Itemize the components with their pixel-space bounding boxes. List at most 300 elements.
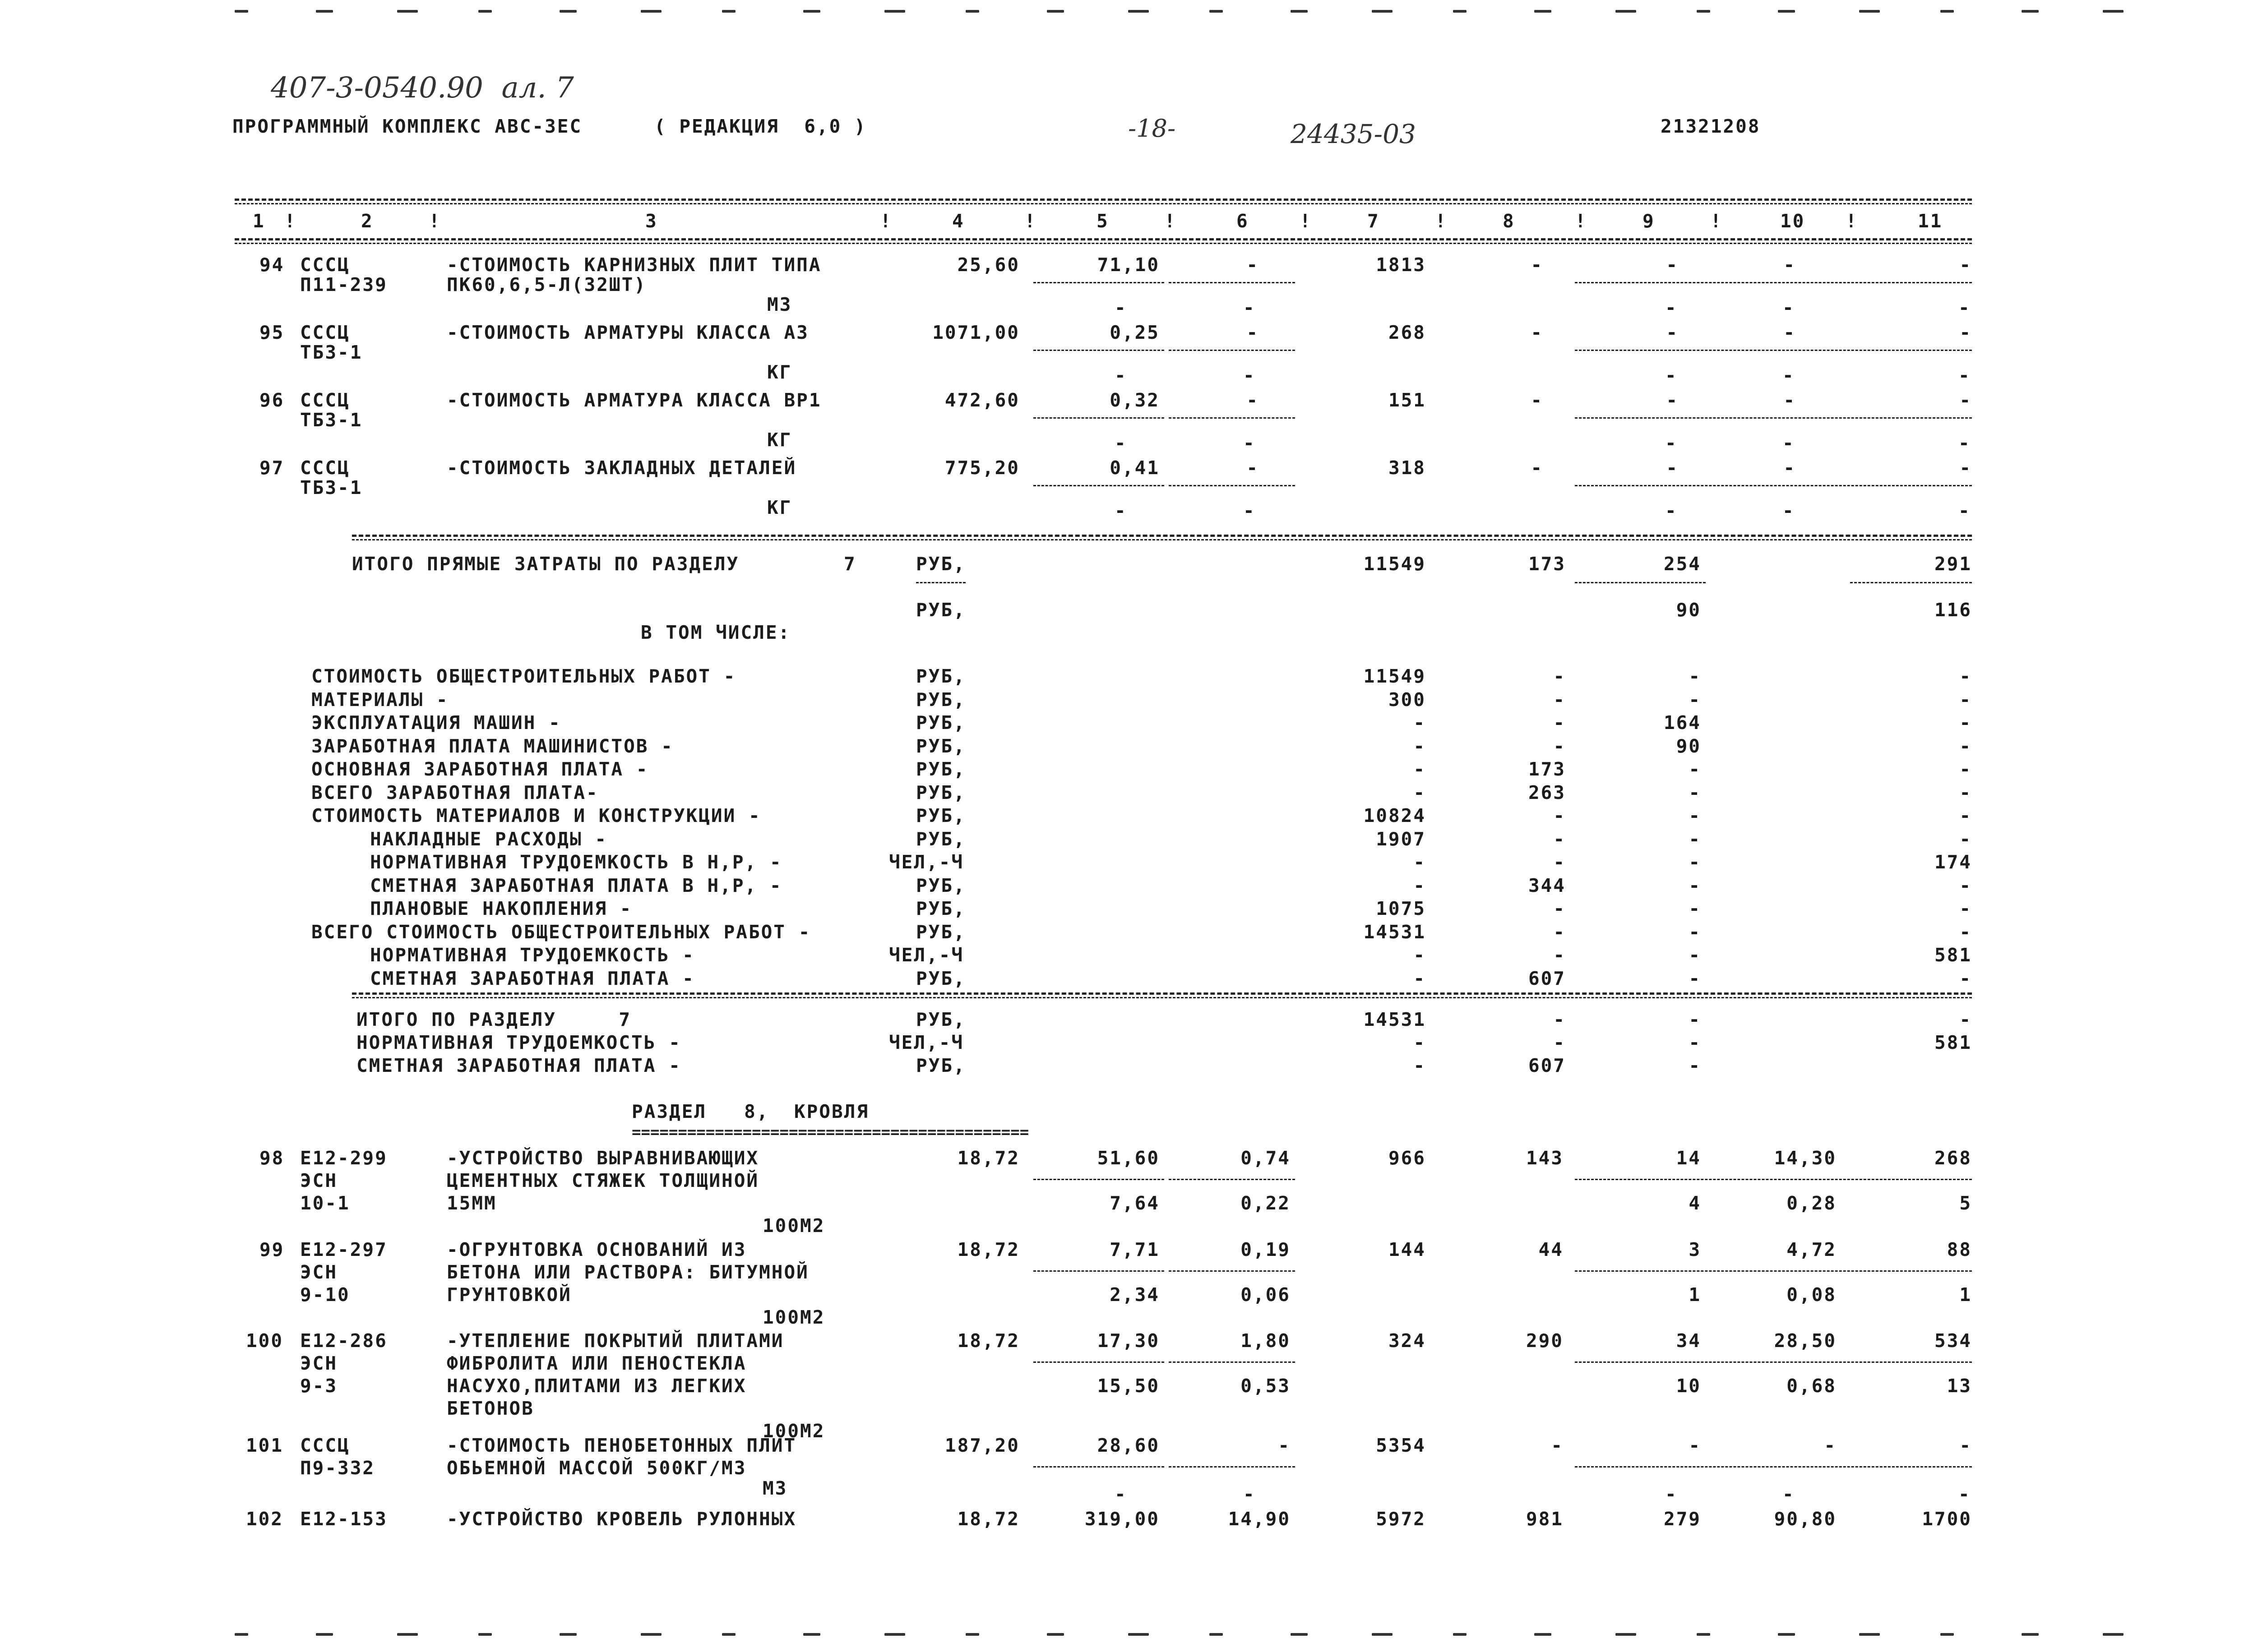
dash-5: - [1115,297,1127,318]
edge-mark [478,1633,492,1636]
dash-10: - [1782,365,1795,386]
cell-c8: - [1531,322,1543,343]
entry8-c11: - [1959,1435,1972,1456]
section-total-label: ИТОГО ПО РАЗДЕЛУ 7 [356,1009,632,1030]
entry8-c9: - [1689,1435,1701,1456]
breakdown-c11: - [1959,828,1972,850]
entry8-unit: 100М2 [763,1420,825,1442]
breakdown-c11: - [1959,735,1972,757]
cell-c11: - [1959,322,1972,343]
entry-description: -СТОИМОСТЬ ЗАКЛАДНЫХ ДЕТАЛЕЙ [447,457,797,479]
sub-rule-6 [1169,1270,1295,1272]
breakdown-label: ВСЕГО ЗАРАБОТНАЯ ПЛАТА- [311,781,599,803]
entry8-c8: 143 [1526,1147,1564,1169]
total-c11: 291 [1934,553,1972,575]
entry8-description: -СТОИМОСТЬ ПЕНОБЕТОННЫХ ПЛИТ [447,1435,797,1456]
section-total-c11: - [1959,1009,1972,1030]
breakdown-c7: - [1413,944,1426,966]
sub-rule-6 [1169,1466,1295,1467]
program-name: ПРОГРАММНЫЙ КОМПЛЕКС АВС-3ЕС [232,115,583,137]
handwritten-doc-code: 407-3-0540.90 ал. 7 [271,71,574,105]
section-total-c7: 14531 [1363,1009,1426,1030]
dash-10: - [1782,432,1795,454]
header-rule-top-2 [235,203,1972,204]
breakdown-unit: РУБ, [916,805,966,826]
section-total-c9: - [1689,1032,1701,1053]
total-c9b: 90 [1676,599,1701,621]
breakdown-label: СМЕТНАЯ ЗАРАБОТНАЯ ПЛАТА В Н,Р, - [370,874,782,896]
edge-mark [722,10,736,13]
breakdown-c11: - [1959,781,1972,803]
cell-c5: 0,32 [1110,389,1160,411]
edge-mark [316,10,333,13]
entry8-code-line: 9-10 [300,1284,350,1306]
column-number: 5 [1097,210,1109,232]
entry8-b10: 0,28 [1786,1192,1837,1214]
entry8-code-line: 9-3 [300,1375,338,1397]
entry8-c4: 18,72 [957,1330,1020,1352]
entry8-c5: 28,60 [1097,1435,1160,1456]
entry8-c5: 17,30 [1097,1330,1160,1352]
edge-mark [803,10,820,13]
section-total-rule [352,992,1972,995]
column-separator: ! [284,210,297,232]
entry8-number: 99 [259,1239,285,1260]
edge-mark [1209,1633,1223,1636]
edge-mark [1778,1633,1795,1636]
entry8-b9: 4 [1689,1192,1701,1214]
cell-c10: - [1783,322,1796,343]
edge-mark [803,1633,820,1636]
breakdown-c8: - [1553,665,1566,687]
entry8-c9: 279 [1663,1508,1701,1530]
column-separator: ! [1710,210,1723,232]
cell-c11: - [1959,457,1972,479]
dash-11: - [1958,500,1971,521]
cell-c4: 472,60 [944,389,1020,411]
entry8-c11: 268 [1934,1147,1972,1169]
breakdown-c7: 300 [1388,688,1426,711]
entry8-c11: 534 [1934,1330,1972,1352]
column-number: 10 [1780,210,1805,232]
dash-10: - [1782,297,1795,318]
breakdown-c8: - [1553,828,1566,850]
entry-code: СССЦ [300,254,350,276]
cell-c9: - [1666,322,1679,343]
entry8-description: -УСТРОЙСТВО КРОВЕЛЬ РУЛОННЫХ [447,1508,797,1530]
section-total-c9: - [1689,1009,1701,1030]
total-c9: 254 [1663,553,1701,575]
dash-9: - [1665,432,1678,454]
edge-mark [1372,10,1393,13]
section-total-rule-2 [352,997,1972,998]
dash-10: - [1782,500,1795,521]
dash-6: - [1243,365,1256,386]
breakdown-c7: - [1413,712,1426,734]
breakdown-c11: - [1959,967,1972,989]
cell-c4: 25,60 [957,254,1020,276]
cell-c9: - [1666,457,1679,479]
dash-101-11: - [1958,1483,1971,1505]
cell-c4: 775,20 [944,457,1020,479]
entry8-c11: 88 [1947,1239,1972,1260]
sub-rule-5 [1033,1179,1164,1180]
sub-rule-9-11 [1575,1466,1972,1467]
entry8-c9: 34 [1676,1330,1701,1352]
header-rule-bottom-2 [235,243,1972,244]
section-total-c8: - [1553,1032,1566,1053]
entry8-unit: 100М2 [763,1306,825,1328]
section-total-unit: РУБ, [916,1009,966,1030]
sub-rule-5 [1033,350,1164,351]
dash-101-6: - [1243,1483,1256,1505]
edition: ( РЕДАКЦИЯ 6,0 ) [654,115,867,137]
breakdown-label: ПЛАНОВЫЕ НАКОПЛЕНИЯ - [370,898,633,919]
edge-mark [1453,10,1467,13]
dash-101-5: - [1115,1483,1127,1505]
breakdown-c8: - [1553,921,1566,943]
entry-code: СССЦ [300,457,350,479]
edge-mark [560,1633,577,1636]
entry8-b9: 10 [1676,1375,1701,1397]
entry8-b6: 0,53 [1240,1375,1291,1397]
entry8-c8: - [1551,1435,1564,1456]
sub-rule-9-11 [1575,282,1972,283]
entry8-description: НАСУХО,ПЛИТАМИ ИЗ ЛЕГКИХ [447,1375,747,1397]
column-separator: ! [1435,210,1448,232]
entry8-description: ГРУНТОВКОЙ [447,1284,572,1306]
breakdown-c11: - [1959,758,1972,780]
section-total-c11: 581 [1934,1032,1972,1053]
entry8-c9: 14 [1676,1147,1701,1169]
dash-9: - [1665,365,1678,386]
total-direct-label: ИТОГО ПРЯМЫЕ ЗАТРАТЫ ПО РАЗДЕЛУ [352,553,740,575]
column-separator: ! [429,210,441,232]
breakdown-c7: 10824 [1363,805,1426,826]
breakdown-label: СТОИМОСТЬ МАТЕРИАЛОВ И КОНСТРУКЦИИ - [311,805,761,826]
sub-rule-9-11 [1575,1361,1972,1363]
section-total-c8: - [1553,1009,1566,1030]
entry8-code-line: ЭСН [300,1352,338,1374]
entry-description: ПК60,6,5-Л(32ШТ) [447,274,647,295]
breakdown-c9: - [1689,758,1701,780]
edge-mark [966,1633,979,1636]
breakdown-unit: РУБ, [916,712,966,734]
edge-mark [1372,1633,1393,1636]
entry8-b6: 0,06 [1240,1284,1291,1306]
column-separator: ! [1024,210,1037,232]
edge-mark [1778,10,1795,13]
edge-mark [641,1633,662,1636]
cell-c8: - [1531,389,1543,411]
sub-rule-9-11 [1575,417,1972,419]
breakdown-c11: - [1959,805,1972,826]
total-direct-unit: РУБ, [916,553,966,575]
column-number: 1 [253,210,265,232]
entry8-description: 15ММ [447,1192,497,1214]
entry8-b5: 2,34 [1110,1284,1160,1306]
dash-5: - [1115,432,1127,454]
entry8-c10: 28,50 [1774,1330,1837,1352]
entry8-code: Е12-299 [300,1147,388,1169]
edge-mark [1940,10,1954,13]
entry8-description: -УТЕПЛЕНИЕ ПОКРЫТИЙ ПЛИТАМИ [447,1330,784,1352]
entry8-description: БЕТОНА ИЛИ РАСТВОРА: БИТУМНОЙ [447,1261,809,1283]
entry8-unit: М3 [763,1477,788,1499]
column-number: 7 [1367,210,1380,232]
cell-c11: - [1959,389,1972,411]
entry8-number: 100 [246,1330,284,1352]
breakdown-c8: - [1553,898,1566,919]
sub-rule-5 [1033,1466,1164,1467]
breakdown-unit: РУБ, [916,781,966,803]
breakdown-c9: - [1689,851,1701,873]
entry8-code-line: П9-332 [300,1457,375,1479]
cell-c4: 1071,00 [932,322,1020,343]
entry8-c7: 5972 [1376,1508,1426,1530]
breakdown-c9: - [1689,898,1701,919]
cell-c10: - [1783,389,1796,411]
breakdown-c8: 607 [1528,967,1566,989]
entry8-b9: 1 [1689,1284,1701,1306]
total-c11b: 116 [1934,599,1972,621]
breakdown-label: ОСНОВНАЯ ЗАРАБОТНАЯ ПЛАТА - [311,758,649,780]
entry8-code-line: 10-1 [300,1192,350,1214]
breakdown-c11: - [1959,712,1972,734]
edge-mark [1697,1633,1710,1636]
breakdown-c8: - [1553,712,1566,734]
entry8-c7: 966 [1388,1147,1426,1169]
entry8-c7: 144 [1388,1239,1426,1260]
breakdown-c7: - [1413,851,1426,873]
entry8-c6: 0,74 [1240,1147,1291,1169]
column-number: 8 [1503,210,1515,232]
entry8-number: 101 [246,1435,284,1456]
breakdown-c7: 11549 [1363,665,1426,687]
breakdown-c9: - [1689,781,1701,803]
entry8-b10: 0,08 [1786,1284,1837,1306]
entry8-code-line: ЭСН [300,1261,338,1283]
entry-code: СССЦ [300,322,350,343]
column-number: 11 [1918,210,1943,232]
entry-unit: КГ [767,361,792,383]
edge-mark [2103,10,2124,13]
sub-rule-9-11 [1575,350,1972,351]
entry8-code: Е12-153 [300,1508,388,1530]
entry8-c4: 187,20 [944,1435,1020,1456]
cell-c6: - [1246,254,1259,276]
entry-code-2: ТБ3-1 [300,341,363,363]
cell-c6: - [1246,389,1259,411]
breakdown-c8: - [1553,805,1566,826]
edge-mark [1291,10,1308,13]
breakdown-c7: - [1413,874,1426,896]
edge-mark [478,10,492,13]
breakdown-label: НОРМАТИВНАЯ ТРУДОЕМКОСТЬ В Н,Р, - [370,851,782,873]
breakdown-label: ЗАРАБОТНАЯ ПЛАТА МАШИНИСТОВ - [311,735,674,757]
entry8-number: 98 [259,1147,285,1169]
edge-mark [1697,10,1710,13]
sub-rule-5 [1033,417,1164,419]
breakdown-unit: РУБ, [916,735,966,757]
entry8-c7: 324 [1388,1330,1426,1352]
breakdown-unit: РУБ, [916,921,966,943]
dash-11: - [1958,432,1971,454]
column-number: 9 [1643,210,1655,232]
entry8-description: БЕТОНОВ [447,1398,534,1419]
breakdown-c7: 1075 [1376,898,1426,919]
total-rule-2 [352,539,1972,540]
breakdown-label: СМЕТНАЯ ЗАРАБОТНАЯ ПЛАТА - [370,967,695,989]
handwritten-code: 24435-03 [1291,119,1416,149]
edge-mark [235,10,248,13]
breakdown-c11: - [1959,921,1972,943]
dash-11: - [1958,297,1971,318]
entry8-b5: 15,50 [1097,1375,1160,1397]
total-c7: 11549 [1363,553,1426,575]
breakdown-c8: 263 [1528,781,1566,803]
breakdown-unit: РУБ, [916,758,966,780]
cell-c6: - [1246,322,1259,343]
breakdown-label: НАКЛАДНЫЕ РАСХОДЫ - [370,828,607,850]
breakdown-c9: - [1689,688,1701,711]
cell-c10: - [1783,457,1796,479]
entry8-c10: 90,80 [1774,1508,1837,1530]
edge-mark [316,1633,333,1636]
entry-unit: КГ [767,497,792,518]
sub-rule-5 [1033,1270,1164,1272]
dash-101-9: - [1665,1483,1678,1505]
total-rule [352,535,1972,537]
entry8-number: 102 [246,1508,284,1530]
entry8-c6: 1,80 [1240,1330,1291,1352]
dash-6: - [1243,500,1256,521]
entry-number: 96 [259,389,285,411]
edge-mark [2022,10,2039,13]
breakdown-label: НОРМАТИВНАЯ ТРУДОЕМКОСТЬ - [370,944,695,966]
breakdown-c9: - [1689,944,1701,966]
sub-rule-9-11 [1575,1270,1972,1272]
breakdown-unit: РУБ, [916,665,966,687]
entry8-c11: 1700 [1922,1508,1972,1530]
cell-c8: - [1531,254,1543,276]
entry8-c8: 981 [1526,1508,1564,1530]
breakdown-c11: 581 [1934,944,1972,966]
cell-c7: 1813 [1376,254,1426,276]
cell-c8: - [1531,457,1543,479]
breakdown-c8: - [1553,944,1566,966]
breakdown-c9: 90 [1676,735,1701,757]
entry-code-2: П11-239 [300,274,388,295]
entry8-c7: 5354 [1376,1435,1426,1456]
dash-6: - [1243,432,1256,454]
entry8-description: -УСТРОЙСТВО ВЫРАВНИВАЮЩИХ [447,1147,759,1169]
sub-rule-9-11 [1575,485,1972,486]
entry8-unit: 100М2 [763,1215,825,1237]
entry8-c5: 319,00 [1084,1508,1160,1530]
entry8-c10: - [1824,1435,1837,1456]
entry8-c4: 18,72 [957,1239,1020,1260]
entry8-c6: 14,90 [1228,1508,1291,1530]
breakdown-c9: 164 [1663,712,1701,734]
breakdown-label: ВСЕГО СТОИМОСТЬ ОБЩЕСТРОИТЕЛЬНЫХ РАБОТ - [311,921,811,943]
section-total-c7: - [1413,1032,1426,1053]
edge-mark [966,10,979,13]
breakdown-c11: - [1959,688,1972,711]
rule-9 [1575,582,1706,583]
edge-mark [1047,10,1064,13]
edge-mark [1615,10,1636,13]
sub-rule-6 [1169,1179,1295,1180]
breakdown-c7: - [1413,735,1426,757]
cell-c9: - [1666,254,1679,276]
column-number: 3 [645,210,658,232]
breakdown-c8: 173 [1528,758,1566,780]
dash-9: - [1665,297,1678,318]
edge-mark [1534,10,1551,13]
entry-code-2: ТБ3-1 [300,477,363,498]
entry-description: -СТОИМОСТЬ АРМАТУРЫ КЛАССА А3 [447,322,809,343]
entry8-c6: 0,19 [1240,1239,1291,1260]
dash-9: - [1665,500,1678,521]
edge-mark [722,1633,736,1636]
breakdown-c8: 344 [1528,874,1566,896]
entry-number: 97 [259,457,285,479]
breakdown-label: СТОИМОСТЬ ОБЩЕСТРОИТЕЛЬНЫХ РАБОТ - [311,665,736,687]
section-total-unit: РУБ, [916,1055,966,1076]
breakdown-label: ЭКСПЛУАТАЦИЯ МАШИН - [311,712,561,734]
breakdown-c11: - [1959,874,1972,896]
breakdown-c7: 14531 [1363,921,1426,943]
breakdown-c9: - [1689,874,1701,896]
breakdown-c9: - [1689,665,1701,687]
entry-number: 94 [259,254,285,276]
section-total-c7: - [1413,1055,1426,1076]
column-separator: ! [1164,210,1177,232]
entry8-b11: 5 [1959,1192,1972,1214]
unit-rule [916,582,966,583]
breakdown-c11: - [1959,665,1972,687]
entry-code: СССЦ [300,389,350,411]
breakdown-unit: РУБ, [916,688,966,711]
cell-c9: - [1666,389,1679,411]
entry8-c9: 3 [1689,1239,1701,1260]
sub-rule-6 [1169,417,1295,419]
breakdown-c11: 174 [1934,851,1972,873]
column-number: 2 [361,210,374,232]
edge-mark [397,1633,418,1636]
breakdown-unit: РУБ, [916,874,966,896]
rule-11 [1850,582,1972,583]
edge-mark [1128,10,1149,13]
entry8-b11: 13 [1947,1375,1972,1397]
entry-code-2: ТБ3-1 [300,409,363,431]
section-total-label: НОРМАТИВНАЯ ТРУДОЕМКОСТЬ - [356,1032,681,1053]
entry8-c4: 18,72 [957,1508,1020,1530]
entry8-b11: 1 [1959,1284,1972,1306]
edge-mark [884,1633,905,1636]
entry8-code: Е12-286 [300,1330,388,1352]
breakdown-unit: РУБ, [916,828,966,850]
edge-mark [1209,10,1223,13]
column-separator: ! [1300,210,1312,232]
entry8-code: Е12-297 [300,1239,388,1260]
section-8-rule: =========================================== [632,1128,1029,1137]
cell-c7: 318 [1388,457,1426,479]
cell-c5: 0,25 [1110,322,1160,343]
breakdown-label: МАТЕРИАЛЫ - [311,688,449,711]
entry8-c8: 44 [1538,1239,1564,1260]
